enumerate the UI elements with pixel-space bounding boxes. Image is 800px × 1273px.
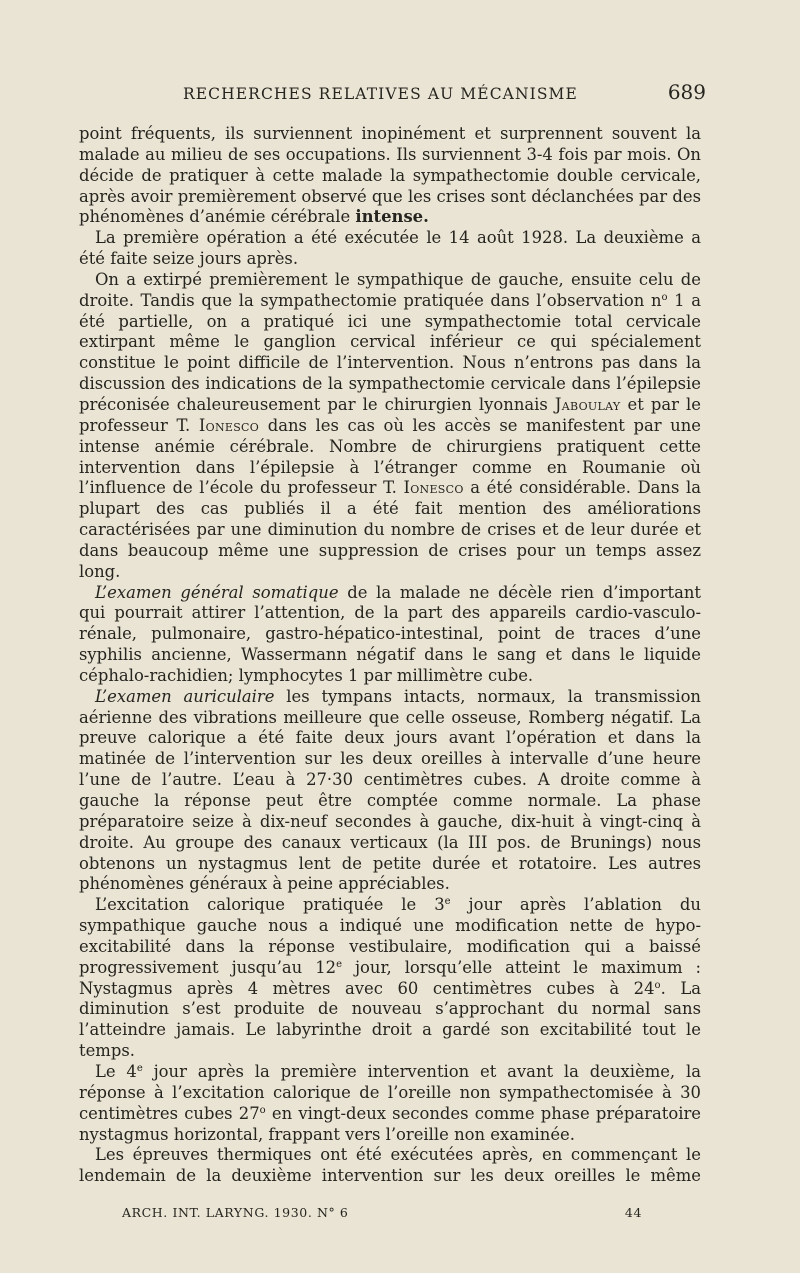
running-title: RECHERCHES RELATIVES AU MÉCANISME: [183, 85, 578, 103]
section-heading: L’examen auriculaire: [95, 686, 275, 706]
author-name: Jaboulay: [554, 394, 621, 414]
body-text: [79, 124, 701, 1187]
page-number: 689: [667, 80, 706, 104]
author-name: Ionesco: [198, 415, 260, 435]
signature-mark: 44: [624, 1205, 642, 1220]
paragraph-7: Le 4e jour après la première intervention et avant la deuxième, la réponse à l’excitation calorique de l’oreille non sympathectomisée à 30 centimètres cubes 27$^o$ en vingt-deux secondes comme phase préparatoire nystagmus horizontal, frappant vers l’oreille non examinée.: [79, 1061, 701, 1144]
running-head: [79, 80, 706, 104]
paragraph-3: On a extirpé premièrement le sympathique de gauche, ensuite celu de droite. Tandis que la sympathectomie pratiquée dans l’observation $n^o$ 1 a été partielle, on a pratiqué ici une sympathectomie total cervicale extirpant même le ganglion cervical inférieur ce qui spécialement constitue le point difficile de l’intervention. Nous n’entrons pas dans la discussion des indications de la sympathectomie cervicale dans l’épilepsie préconisée chaleureusement par le chirurgien lyonnais Jaboulay et par le professeur T. Ionesco dans les cas où les accès se manifestent par une intense anémie cérébrale. Nombre de chirurgiens pratiquent cette intervention dans l’épilepsie à l’étranger comme en Roumanie où l’influence de l’école du professeur T. Ionesco a été considérable. Dans la plupart des cas publiés il a été fait mention des améliorations caractérisées par une diminution du nombre de crises et de leur durée et dans beaucoup même une suppression de crises pour un temps assez long.: [79, 269, 701, 581]
page-footer: [122, 1205, 642, 1220]
paragraph-4: L’examen général somatique de la malade ne décèle rien d’important qui pourrait attirer l’attention, de la part des appareils cardio-vasculo-rénale, pulmonaire, gastro-hépatico-intestinal, point de traces d’une syphilis ancienne, Wassermann négatif dans le sang et dans le liquide céphalo-rachidien; lymphocytes 1 par millimètre cube.: [79, 582, 701, 685]
journal-reference: ARCH. INT. LARYNG. 1930. N° 6: [122, 1205, 349, 1220]
paragraph-8: Les épreuves thermiques ont été exécutées après, en commençant le lendemain de la deuxième intervention sur les deux oreilles le même: [79, 1145, 701, 1186]
paragraph-1: point fréquents, ils surviennent inopinément et surprennent souvent la malade au milieu de ses occupations. Ils surviennent 3-4 fois par mois. On décide de pratiquer à cette malade la sympathectomie double cervicale, après avoir premièrement observé que les crises sont déclanchées par des phénomènes d’anémie cérébrale intense.: [79, 124, 701, 227]
author-name: Ionesco: [403, 478, 464, 498]
section-heading: L’examen général somatique: [95, 582, 339, 602]
paragraph-2: La première opération a été exécutée le 14 août 1928. La deuxième a été faite seize jours après.: [79, 228, 701, 269]
paragraph-5: L’examen auriculaire les tympans intacts, normaux, la transmission aérienne des vibrations meilleure que celle osseuse, Romberg négatif. La preuve calorique a été faite deux jours avant l’opération et dans la matinée de l’intervention sur les deux oreilles à intervalle d’une heure l’une de l’autre. L’eau à 27·30 centimètres cubes. A droite comme à gauche la réponse peut être comptée comme normale. La phase préparatoire seize à dix-neuf secondes à gauche, dix-huit à vingt-cinq à droite. Au groupe des canaux verticaux (la III pos. de Brunings) nous obtenons un nystagmus lent de petite durée et rotatoire. Les autres phénomènes généraux à peine appréciables.: [79, 686, 701, 894]
paragraph-6: L’excitation calorique pratiquée le 3e jour après l’ablation du sympathique gauche nous a indiqué une modification nette de hypo-excitabilité dans la réponse vestibulaire, modification qui a baissé progressivement jusqu’au 12e jour, lorsqu’elle atteint le maximum : Nystagmus après 4 mètres avec 60 centimètres cubes à 24$^o$. La diminution s’est produite de nouveau s’approchant du normal sans l’atteindre jamais. Le labyrinthe droit a gardé son excitabilité tout le temps.: [79, 895, 702, 1061]
